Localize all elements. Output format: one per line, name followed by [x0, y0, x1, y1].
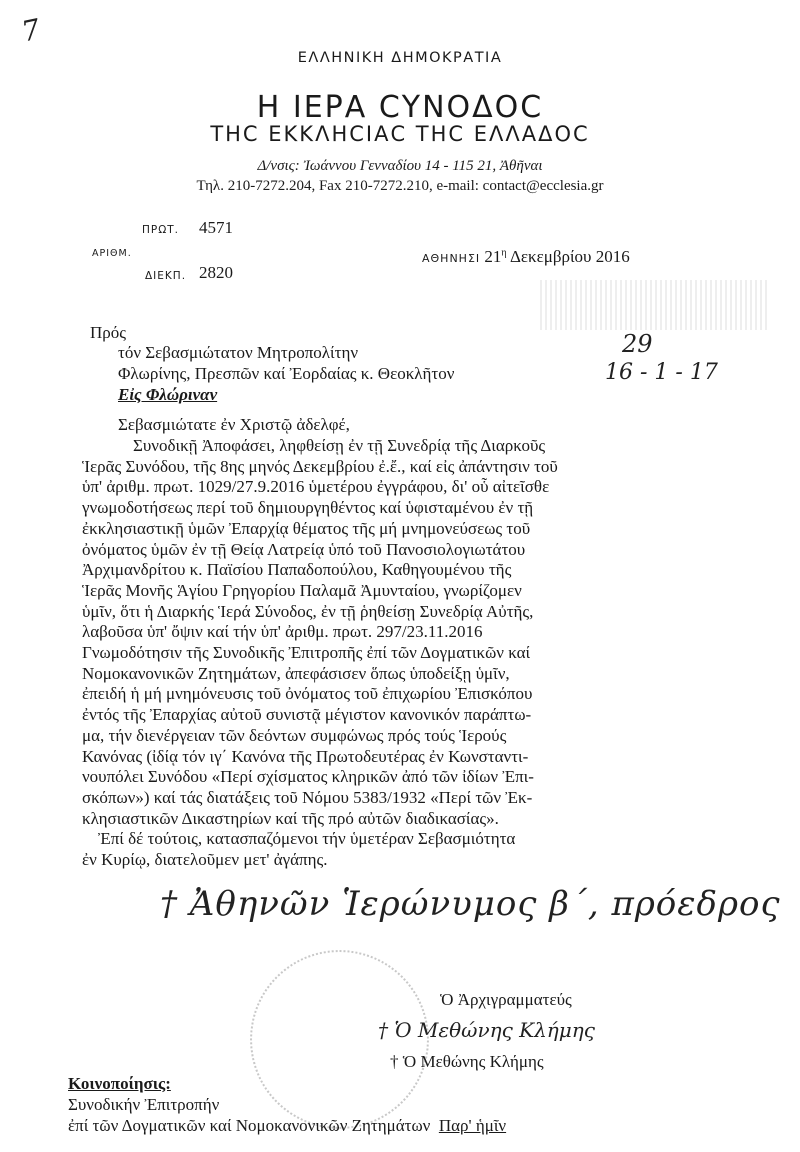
salutation: Σεβασμιώτατε ἐν Χριστῷ ἀδελφέ,	[118, 415, 350, 434]
body-line: κλησιαστικῶν Δικαστηρίων καί τῆς πρό αὐτῶν διαδικασίας».	[82, 808, 499, 828]
date-day: 21	[484, 247, 502, 266]
body-line: Ἱερᾶς Μονῆς Ἁγίου Γρηγορίου Παλαμᾶ Ἀμυνταίου, γνωρίζομεν	[82, 580, 522, 600]
diekp-value: 2820	[199, 263, 233, 282]
date-rest: Δεκεμβρίου 2016	[509, 247, 630, 266]
secretary-title: Ὁ Ἀρχιγραμματεύς	[440, 990, 572, 1009]
body-line: Ἱερᾶς Συνόδου, τῆς 8ης μηνός Δεκεμβρίου ἐ.ἔ., καί εἰς ἀπάντησιν τοῦ	[82, 456, 558, 476]
cc-line-2-tail: Παρ' ἡμῖν	[438, 1116, 507, 1135]
prot-value: 4571	[199, 218, 233, 237]
body-line: ἐν Κυρίῳ, διατελοῦμεν μετ' ἀγάπης.	[82, 850, 328, 869]
cc-line-2	[68, 1116, 506, 1137]
prot-label: ΠΡΩΤ.	[142, 224, 180, 236]
synod-heading: Η ΙΕΡΑ CΥΝΟΔΟC	[256, 90, 544, 125]
republic-heading: ΕΛΛΗΝΙΚΗ ΔΗΜΟΚΡΑΤΙΑ	[297, 50, 503, 66]
cc-label: Κοινοποίησις:	[68, 1074, 171, 1093]
body-line: ἐπειδή ἡ μή μνημόνευσις τοῦ ὀνόματος τοῦ ἐπιχωρίου Ἐπισκόπου	[82, 684, 533, 704]
secretary-handwritten-signature: † Ὁ Μεθώνης Κλήμης	[378, 1018, 595, 1042]
body-line: νουπόλει Συνόδου «Περί σχίσματος κληρικῶν ἀπό τῶν ἰδίων Ἐπι-	[82, 767, 534, 787]
received-stamp-trace	[540, 280, 770, 330]
corner-handwritten-mark: 7	[18, 12, 44, 49]
date-line	[422, 247, 630, 267]
body-line: μα, τήν διενέργειαν τῶν δεόντων συμφώνως πρός τούς Ἱερούς	[82, 725, 507, 745]
body-line: λαβοῦσα ὑπ' ὄψιν καί τήν ὑπ' ἀριθμ. πρωτ. 297/23.11.2016	[82, 622, 483, 642]
date-day-sup: η	[501, 247, 507, 259]
contact-line: Τηλ. 210-7272.204, Fax 210-7272.210, e-mail: contact@ecclesia.gr	[196, 178, 604, 194]
body-line: γνωμοδοτήσεως περί τοῦ δημιουργηθέντος καί ὑφισταμένου ἐν τῇ	[82, 498, 534, 518]
body-line: Γνωμοδότησιν τῆς Συνοδικῆς Ἐπιτροπῆς ἐπί τῶν Δογματικῶν καί	[82, 643, 531, 662]
arith-label: ΑΡΙΘΜ.	[92, 248, 132, 259]
address-line: Δ/νσις: Ἰωάννου Γενναδίου 14 - 115 21, Ἀθῆναι	[257, 158, 543, 174]
handwritten-receipt-number: 29	[622, 330, 653, 358]
secretary-name: † Ὁ Μεθώνης Κλήμης	[390, 1052, 544, 1071]
body-line: ἐντός τῆς Ἐπαρχίας αὐτοῦ συνιστᾷ μέγιστον κανονικόν παράπτω-	[82, 705, 532, 725]
body-line: Ἐπί δέ τούτοις, κατασπαζόμενοι τήν ὑμετέραν Σεβασμιότητα	[98, 829, 516, 849]
recipient-destination: Εἰς Φλώριναν	[118, 385, 218, 404]
body-line: ὑπ' ἀριθμ. πρωτ. 1029/27.9.2016 ὑμετέρου ἐγγράφου, δι' οὗ αἰτεῖσθε	[82, 477, 550, 497]
recipient-line-2: Φλωρίνης, Πρεσπῶν καί Ἐορδαίας κ. Θεοκλῆτον	[118, 364, 455, 383]
body-line: ὀνόματος ὑμῶν ἐν τῇ Θείᾳ Λατρείᾳ ὑπό τοῦ Πανοσιολογιωτάτου	[82, 539, 526, 559]
body-line: Συνοδικῇ Ἀποφάσει, ληφθείσῃ ἐν τῇ Συνεδρίᾳ τῆς Διαρκοῦς	[133, 436, 546, 455]
date-place: ΑΘΗΝΗΣΙ	[422, 252, 481, 265]
recipient-to: Πρός	[90, 323, 126, 342]
diekp-label: ΔΙΕΚΠ.	[145, 270, 187, 282]
body-line: Νομοκανονικῶν Ζητημάτων, ἀπεφάσισεν ὅπως ὑποδείξῃ ὑμῖν,	[82, 663, 510, 683]
body-line: Κανόνας (ἰδίᾳ τόν ιγ΄ Κανόνα τῆς Πρωτοδευτέρας ἐν Κωνσταντι-	[82, 746, 529, 766]
body-line: ἐκκλησιαστικῇ ὑμῶν Ἐπαρχίᾳ θέματος τῆς μή μνημονεύσεως τοῦ	[82, 518, 531, 538]
handwritten-receipt-date: 16 - 1 - 17	[605, 360, 718, 385]
body-line: σκόπων») καί τάς διατάξεις τοῦ Νόμου 5383/1932 «Περί τῶν Ἐκ-	[82, 787, 533, 807]
cc-line-1: Συνοδικήν Ἐπιτροπήν	[68, 1095, 220, 1114]
recipient-line-1: τόν Σεβασμιώτατον Μητροπολίτην	[118, 343, 359, 362]
cc-line-2-text: ἐπί τῶν Δογματικῶν καί Νομοκανονικῶν Ζητημάτων	[68, 1116, 431, 1135]
body-line: Ἀρχιμανδρίτου κ. Παϊσίου Παπαδοπούλου, Καθηγουμένου τῆς	[82, 560, 512, 580]
church-heading: ΤΗC ΕΚΚΛΗCΙΑC ΤΗC ΕΛΛΑΔΟC	[210, 122, 590, 146]
body-line: ὑμῖν, ὅτι ἡ Διαρκής Ἱερά Σύνοδος, ἐν τῇ ῥηθείσῃ Συνεδρίᾳ Αὐτῆς,	[82, 601, 534, 621]
president-signature: † Ἀθηνῶν Ἱερώνυμος β΄, πρόεδρος	[160, 884, 781, 924]
